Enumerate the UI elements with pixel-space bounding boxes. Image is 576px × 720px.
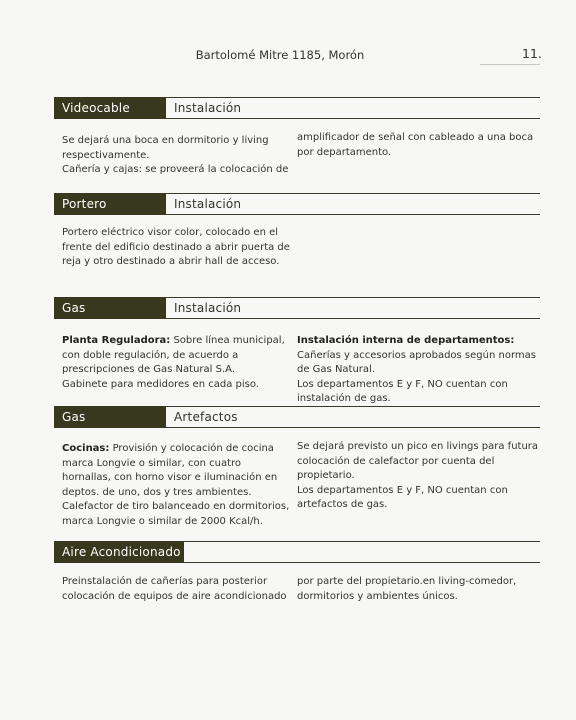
section-header bbox=[54, 297, 540, 319]
section-category: Portero bbox=[54, 193, 166, 215]
paragraph: Se dejará una boca en dormitorio y living respectivamente. bbox=[62, 135, 269, 161]
paragraph: amplificador de señal con cableado a una boca por departamento. bbox=[297, 132, 534, 158]
lead-text: Cocinas: bbox=[62, 443, 110, 454]
section-right-column bbox=[297, 440, 540, 513]
section-category: Gas bbox=[54, 297, 166, 319]
section-right-column bbox=[297, 131, 540, 160]
section-subtitle: Instalación bbox=[174, 101, 242, 115]
address-title: Bartolomé Mitre 1185, Morón bbox=[195, 48, 365, 62]
page-number: 11. bbox=[522, 46, 542, 61]
section-left-column bbox=[62, 575, 290, 604]
section-gas-artefactos bbox=[54, 406, 540, 527]
section-right-column bbox=[297, 334, 540, 407]
section-category: Aire Acondicionado bbox=[54, 541, 184, 563]
section-subtitle: Instalación bbox=[174, 301, 242, 315]
paragraph: Calefactor de tiro balanceado en dormitorios, marca Longvie o similar de 2000 Kcal/h. bbox=[62, 501, 290, 527]
section-category: Videocable bbox=[54, 97, 166, 119]
section-header bbox=[54, 193, 540, 215]
paragraph: por parte del propietario.en living-comedor, dormitorios y ambientes únicos. bbox=[297, 576, 517, 602]
section-header bbox=[54, 406, 540, 428]
section-subtitle: Instalación bbox=[174, 197, 242, 211]
paragraph: Planta Reguladora: Sobre línea municipal, con doble regulación, de acuerdo a prescripciones de Gas Natural S.A. bbox=[62, 335, 285, 375]
section-category: Gas bbox=[54, 406, 166, 428]
section-subtitle: Artefactos bbox=[174, 410, 238, 424]
lead-text: Planta Reguladora: bbox=[62, 335, 171, 346]
section-header bbox=[54, 541, 540, 563]
section-aire-acondicionado bbox=[54, 541, 540, 602]
paragraph: Cañería y cajas: se proveerá la colocación de bbox=[62, 164, 289, 175]
section-videocable bbox=[54, 97, 540, 175]
section-left-column bbox=[62, 442, 290, 529]
paragraph: Los departamentos E y F, NO cuentan con artefactos de gas. bbox=[297, 484, 508, 510]
page-header bbox=[0, 46, 576, 66]
section-header bbox=[54, 97, 540, 119]
section-right-column bbox=[297, 575, 540, 604]
paragraph: Cocinas: Provisión y colocación de cocina marca Longvie o similar, con cuatro hornallas, con horno visor e iluminación en deptos. de uno, dos y tres ambientes. bbox=[62, 443, 278, 498]
paragraph: Instalación interna de departamentos: Cañerías y accesorios aprobados según normas de Gas Natural. bbox=[297, 335, 536, 375]
section-left-column bbox=[62, 226, 290, 270]
page-number-rule bbox=[480, 64, 540, 65]
paragraph: Gabinete para medidores en cada piso. bbox=[62, 378, 259, 390]
paragraph: Preinstalación de cañerías para posterior colocación de equipos de aire acondicionado bbox=[62, 576, 287, 602]
section-left-column bbox=[62, 134, 290, 178]
paragraph: Portero eléctrico visor color, colocado en el frente del edificio destinado a abrir puerta de reja y otro destinado a abrir hall de acceso. bbox=[62, 227, 290, 267]
paragraph: Los departamentos E y F, NO cuentan con instalación de gas. bbox=[297, 378, 508, 404]
lead-text: Instalación interna de departamentos: bbox=[297, 335, 515, 346]
section-portero bbox=[54, 193, 540, 267]
section-gas-instalacion bbox=[54, 297, 540, 404]
paragraph: Se dejará previsto un pico en livings para futura colocación de calefactor por cuenta del propietario. bbox=[297, 441, 539, 481]
section-left-column bbox=[62, 334, 290, 392]
